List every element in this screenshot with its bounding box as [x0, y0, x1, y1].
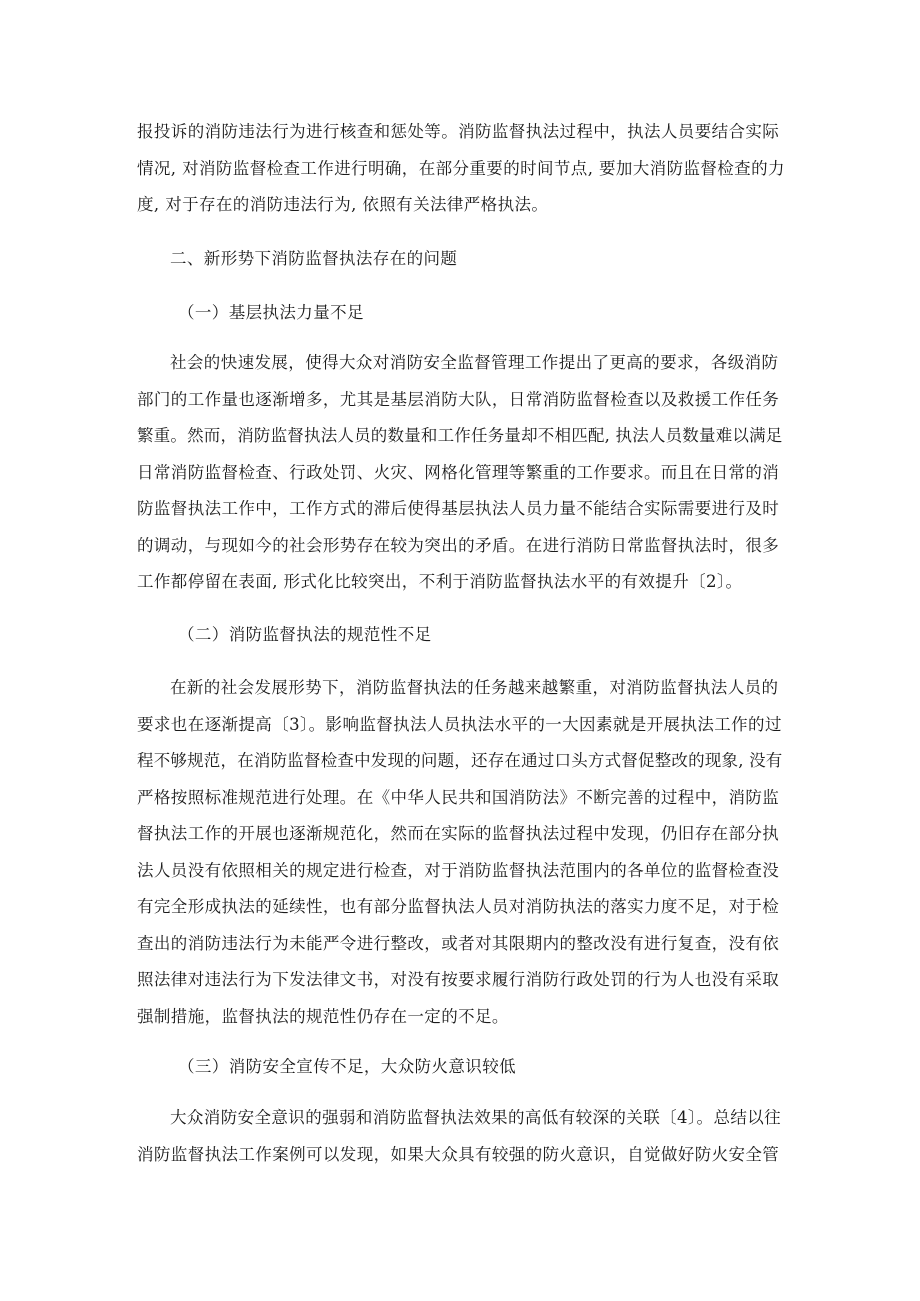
text-line: 强制措施，监督执法的规范性仍存在一定的不足。: [137, 1006, 509, 1026]
text-line: 查出的消防违法行为未能严令进行整改，或者对其限期内的整改没有进行复查，没有依: [137, 933, 780, 953]
text-line: 在新的社会发展形势下，消防监督执法的任务越来越繁重，对消防监督执法人员的: [170, 678, 779, 697]
text-line: 的调动，与现如今的社会形势存在较为突出的矛盾。在进行消防日常监督执法时，很多: [137, 535, 780, 555]
paragraph-intro: [137, 114, 785, 224]
paragraph-sub1: [137, 345, 785, 601]
text-line: 严格按照标准规范进行处理。在《中华人民共和国消防法》不断完善的过程中，消防监: [137, 787, 780, 807]
text-line: 防监督执法工作中，工作方式的滞后使得基层执法人员力量不能结合实际需要进行及时: [137, 499, 780, 518]
text-line: 督执法工作的开展也逐渐规范化，然而在实际的监督执法过程中发现，仍旧存在部分执: [137, 824, 780, 843]
section-heading: 二、新形势下消防监督执法存在的问题: [170, 249, 458, 268]
text-line: 要求也在逐渐提高〔3〕。影响监督执法人员执法水平的一大因素就是开展执法工作的过: [137, 714, 782, 734]
text-line: 工作都停留在表面, 形式化比较突出，不利于消防监督执法水平的有效提升〔2〕。: [137, 572, 743, 591]
subsection-heading: （二）消防监督执法的规范性不足: [178, 625, 432, 644]
text-line: 情况, 对消防监督检查工作进行明确，在部分重要的时间节点, 要加大消防监督检查的力: [137, 158, 785, 178]
subsection-heading: （一）基层执法力量不足: [178, 303, 364, 322]
text-line: 报投诉的消防违法行为进行核查和惩处等。消防监督执法过程中，执法人员要结合实际: [137, 122, 780, 141]
text-line: 大众消防安全意识的强弱和消防监督执法效果的高低有较深的关联〔4〕。总结以往: [170, 1108, 782, 1127]
subsection-heading: （三）消防安全宣传不足，大众防火意识较低: [178, 1057, 516, 1076]
text-line: 度, 对于存在的消防违法行为, 依照有关法律严格执法。: [137, 195, 549, 214]
text-line: 日常消防监督检查、行政处罚、火灾、网格化管理等繁重的工作要求。而且在日常的消: [137, 462, 780, 482]
text-line: 程不够规范，在消防监督检查中发现的问题，还存在通过口头方式督促整改的现象, 没有: [137, 751, 783, 770]
text-line: 消防监督执法工作案例可以发现，如果大众具有较强的防火意识，自觉做好防火安全管: [137, 1144, 780, 1164]
text-line: 繁重。然而，消防监督执法人员的数量和工作任务量却不相匹配, 执法人员数量难以满足: [137, 426, 783, 445]
text-line: 部门的工作量也逐渐增多，尤其是基层消防大队，日常消防监督检查以及救援工作任务: [137, 389, 780, 409]
text-line: 社会的快速发展，使得大众对消防安全监督管理工作提出了更高的要求，各级消防: [170, 353, 779, 372]
text-line: 有完全形成执法的延续性，也有部分监督执法人员对消防执法的落实力度不足，对于检: [137, 897, 780, 916]
paragraph-sub3: [137, 1100, 785, 1173]
text-line: 照法律对违法行为下发法律文书，对没有按要求履行消防行政处罚的行为人也没有采取: [137, 970, 780, 989]
paragraph-sub2: [137, 670, 785, 1035]
text-line: 法人员没有依照相关的规定进行检查，对于消防监督执法范围内的各单位的监督检查没: [137, 860, 780, 880]
